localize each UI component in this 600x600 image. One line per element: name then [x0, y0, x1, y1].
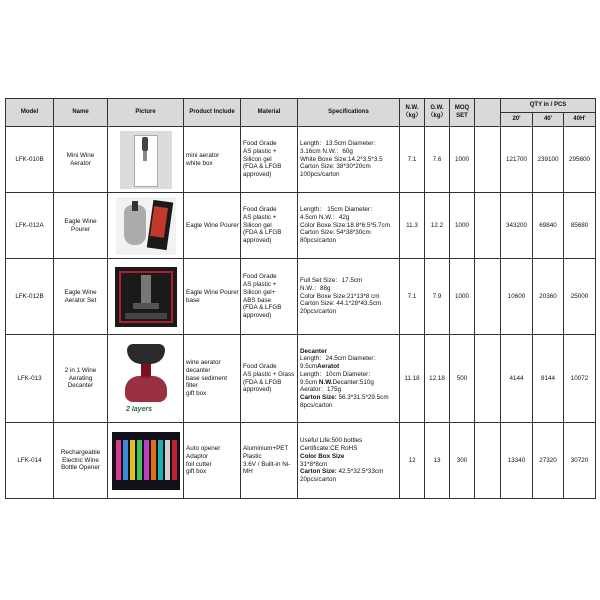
- cell-model: LFK-012B: [6, 259, 54, 335]
- col-header-40h: 40H': [564, 113, 596, 127]
- cell-qty-40: 8144: [533, 335, 564, 423]
- cell-qty-20: 121700: [501, 127, 533, 193]
- table-row: [6, 423, 596, 499]
- cell-moq: 1000: [450, 127, 475, 193]
- cell-material: Aluminium+PET Plastic 3.6V / Built-in Ni- MH: [241, 423, 298, 499]
- cell-moq: 1000: [450, 259, 475, 335]
- cell-blank: [475, 193, 501, 259]
- cell-gw: 12.2: [425, 193, 450, 259]
- cell-moq: 500: [450, 335, 475, 423]
- table-row: [6, 193, 596, 259]
- cell-qty-40: 69840: [533, 193, 564, 259]
- cell-material: Food Grade AS plastic + Glass (FDA & LFGB approved): [241, 335, 298, 423]
- product-image-mini-aerator: [120, 131, 172, 189]
- pic-tag-2-layers: 2 layers: [126, 406, 153, 414]
- cell-include: Eagle Wine Pourer base: [184, 259, 241, 335]
- cell-picture: [108, 127, 184, 193]
- cell-picture: [108, 335, 184, 423]
- cell-material: Food Grade AS plastic + Silicon gel (FDA & LFGB approved): [241, 127, 298, 193]
- cell-specifications: Length：13.5cm Diameter： 3.16cm N.W.：60g White Boxe Size:14.2*3.5*3.5 Carton Size: 38*30*20cm 100pcs/carton: [298, 127, 400, 193]
- col-header-20: 20': [501, 113, 533, 127]
- cell-model: LFK-010B: [6, 127, 54, 193]
- col-header-picture: Picture: [108, 99, 184, 127]
- cell-nw: 11.18: [400, 335, 425, 423]
- table-row: [6, 259, 596, 335]
- cell-nw: 11.3: [400, 193, 425, 259]
- cell-qty-40h: 295600: [564, 127, 596, 193]
- cell-nw: 7.1: [400, 127, 425, 193]
- cell-name: Mini Wine Aerator: [54, 127, 108, 193]
- cell-qty-20: 13340: [501, 423, 533, 499]
- cell-gw: 13: [425, 423, 450, 499]
- cell-qty-20: 10600: [501, 259, 533, 335]
- cell-model: LFK-012A: [6, 193, 54, 259]
- col-header-40: 40': [533, 113, 564, 127]
- cell-material: Food Grade AS plastic + Silicon gel (FDA & LFGB approved): [241, 193, 298, 259]
- col-header-gw: G.W. （kg）: [425, 99, 450, 127]
- cell-qty-20: 4144: [501, 335, 533, 423]
- cell-qty-40h: 85680: [564, 193, 596, 259]
- cell-gw: 12.18: [425, 335, 450, 423]
- cell-name: Eagle Wine Pourer: [54, 193, 108, 259]
- cell-picture: [108, 193, 184, 259]
- cell-name: Rechargeable Electric Wine Bottle Opener: [54, 423, 108, 499]
- cell-blank: [475, 335, 501, 423]
- product-image-eagle-set: [115, 267, 177, 327]
- cell-model: LFK-014: [6, 423, 54, 499]
- cell-qty-20: 343200: [501, 193, 533, 259]
- cell-specifications: Useful Life:500 bottles Certificate:CE RoHS Color Box Size 31*8*8cm Carton Size: 42.5*32.5*33cm 20pcs/carton: [298, 423, 400, 499]
- col-header-qty: QTY in / PCS: [501, 99, 596, 113]
- col-header-nw: N.W. （kg）: [400, 99, 425, 127]
- cell-moq: 300: [450, 423, 475, 499]
- cell-gw: 7.9: [425, 259, 450, 335]
- product-image-decanter: [113, 342, 179, 406]
- col-header-material: Material: [241, 99, 298, 127]
- cell-specifications: Decanter Length：24.5cm Diameter： 9.5cmAeratot Length：10cm Diameter： 9.5cm N.W.Decanter:510g Aerator：175g Carton Size: 56.3*31.5*29.5cm 8pcs/carton: [298, 335, 400, 423]
- cell-gw: 7.6: [425, 127, 450, 193]
- cell-blank: [475, 423, 501, 499]
- table-row: [6, 335, 596, 423]
- table-row: [6, 127, 596, 193]
- product-image-electric-opener: [112, 432, 180, 490]
- col-header-name: Name: [54, 99, 108, 127]
- col-header-blank: [475, 99, 501, 127]
- cell-qty-40h: 25000: [564, 259, 596, 335]
- cell-material: Food Grade AS plastic + Silicon gel+ ABS base (FDA & LFGB approved): [241, 259, 298, 335]
- cell-specifications: Length： 15cm Diameter： 4.5cm N.W.：42g Color Boxe Size:18.8*6.5*5.7cm Carton Size: 54*38*30cm 80pcs/carton: [298, 193, 400, 259]
- product-table: [5, 98, 596, 499]
- cell-include: mini aerator white box: [184, 127, 241, 193]
- cell-qty-40h: 30720: [564, 423, 596, 499]
- product-image-eagle-pourer: [116, 197, 176, 255]
- col-header-model: Model: [6, 99, 54, 127]
- cell-qty-40h: 10072: [564, 335, 596, 423]
- cell-nw: 7.1: [400, 259, 425, 335]
- cell-blank: [475, 259, 501, 335]
- cell-nw: 12: [400, 423, 425, 499]
- cell-moq: 1000: [450, 193, 475, 259]
- cell-qty-40: 27320: [533, 423, 564, 499]
- cell-include: wine aerator decanter base sediment filter gift box: [184, 335, 241, 423]
- cell-picture: [108, 423, 184, 499]
- cell-qty-40: 20360: [533, 259, 564, 335]
- col-header-product-include: Product Include: [184, 99, 241, 127]
- cell-include: Eagle Wine Pourer: [184, 193, 241, 259]
- cell-qty-40: 239100: [533, 127, 564, 193]
- cell-include: Auto opener Adaptor foil cutter gift box: [184, 423, 241, 499]
- cell-name: 2 in 1 Wine Aerating Decanter: [54, 335, 108, 423]
- col-header-moq: MOQ SET: [450, 99, 475, 127]
- cell-picture: [108, 259, 184, 335]
- cell-model: LFK-013: [6, 335, 54, 423]
- cell-specifications: Full Set Size：17.5cm N.W.：88g Color Boxe Size:21*13*8 cm Carton Size: 44.1*28*43.5cm 20pcs/carton: [298, 259, 400, 335]
- cell-name: Eagle Wine Aerator Set: [54, 259, 108, 335]
- col-header-specifications: Specifications: [298, 99, 400, 127]
- cell-blank: [475, 127, 501, 193]
